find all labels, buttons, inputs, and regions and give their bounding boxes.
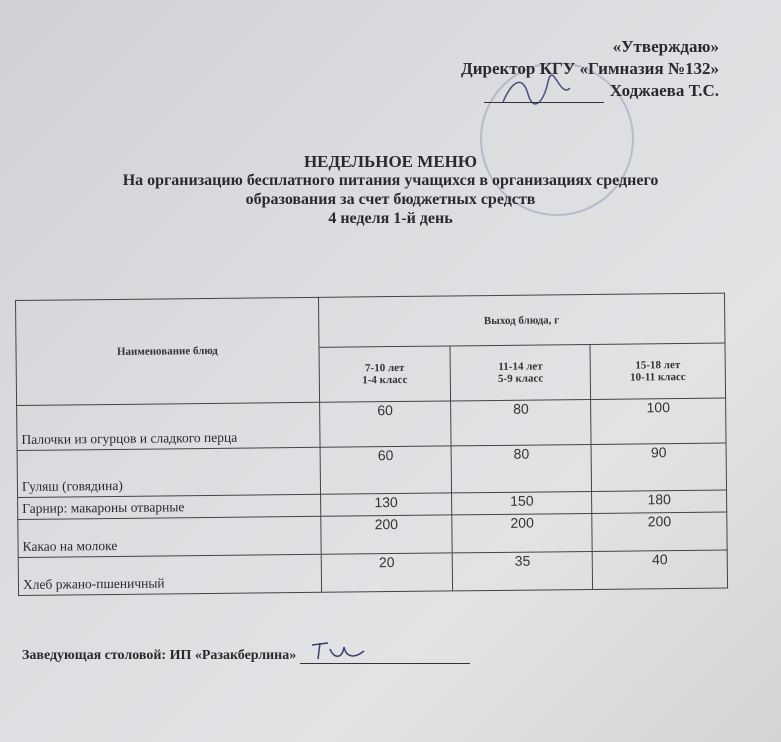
portion-value: 200	[452, 513, 592, 552]
signature-line	[300, 649, 470, 664]
approval-signature-line	[461, 80, 719, 103]
grade: 1-4 класс	[362, 373, 408, 387]
portion-value: 180	[592, 490, 727, 513]
header-age-group	[590, 343, 725, 399]
table-row	[18, 550, 727, 595]
dish-name: Гарнир: макароны отварные	[18, 494, 321, 519]
title-line-1: На организацию бесплатного питания учащихся в организациях среднего	[122, 172, 659, 189]
director-name: Ходжаева Т.С.	[609, 81, 719, 100]
age: 7-10 лет	[364, 361, 405, 375]
portion-value: 200	[320, 515, 452, 554]
header-age-group	[450, 344, 590, 400]
dish-name: Гуляш (говядина)	[17, 447, 320, 497]
grade: 5-9 класс	[497, 372, 544, 385]
menu-table	[15, 293, 728, 596]
signature-line	[484, 80, 604, 103]
title-heading: НЕДЕЛЬНОЕ МЕНЮ	[303, 152, 478, 171]
approval-position: Директор КГУ «Гимназия №132»	[461, 59, 719, 78]
grade: 10-11 класс	[630, 370, 686, 384]
approval-title: «Утверждаю»	[612, 37, 719, 56]
manager-signature	[308, 637, 368, 663]
header-portion-yield: Выход блюда, г	[318, 293, 725, 347]
portion-value: 40	[592, 550, 727, 589]
portion-value: 20	[321, 553, 453, 592]
approval-block	[461, 36, 719, 103]
table-row	[17, 443, 726, 497]
age: 11-14 лет	[498, 360, 543, 373]
portion-value: 35	[453, 551, 593, 590]
portion-value: 80	[451, 444, 591, 492]
portion-value: 60	[319, 401, 451, 447]
portion-value: 60	[320, 446, 452, 494]
portion-value: 90	[591, 443, 726, 491]
portion-value: 150	[452, 491, 592, 514]
document-title	[0, 152, 781, 228]
header-age-group	[319, 346, 451, 402]
title-line-2: образования за счет бюджетных средств	[245, 191, 536, 208]
header-dish-name: Наименование блюд	[16, 297, 320, 405]
dish-name: Хлеб ржано-пшеничный	[18, 554, 321, 595]
portion-value: 130	[320, 493, 452, 516]
age: 15-18 лет	[635, 359, 681, 372]
table-row	[17, 398, 726, 450]
portion-value: 100	[591, 398, 726, 444]
dish-name: Какао на молоке	[18, 516, 321, 557]
dish-name: Палочки из огурцов и сладкого перца	[17, 402, 320, 450]
canteen-manager-label: Заведующая столовой: ИП «Разакберлина»	[22, 648, 297, 663]
portion-value: 80	[451, 399, 591, 445]
title-line-3: 4 неделя 1-й день	[328, 210, 453, 227]
footer-signature	[22, 648, 470, 664]
portion-value: 200	[592, 512, 727, 551]
